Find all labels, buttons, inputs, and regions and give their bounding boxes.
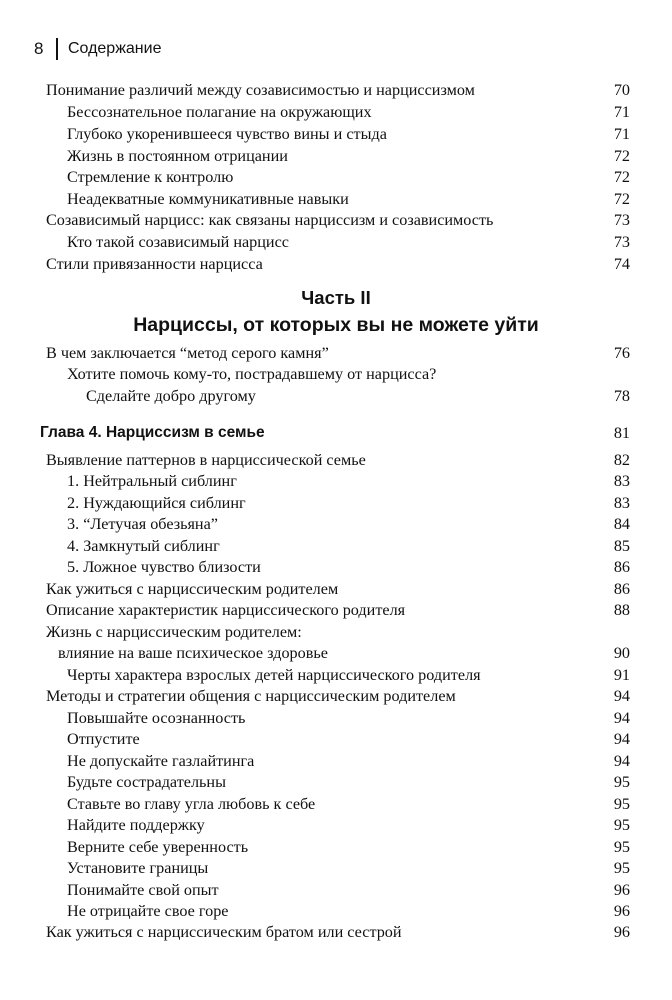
toc-entry <box>67 513 630 535</box>
toc-entry-title: Жизнь в постоянном отрицании <box>67 147 288 165</box>
toc-entry <box>67 879 630 901</box>
toc-entry-title: влияние на ваше психическое здоровье <box>58 644 328 662</box>
toc-entry <box>46 621 630 643</box>
toc-entry-title: Бессознательное полагание на окружающих <box>67 103 372 121</box>
toc-entry <box>46 253 630 275</box>
toc-entry <box>67 166 630 188</box>
toc-entry <box>86 385 630 407</box>
toc-entry-title: Не допускайте газлайтинга <box>67 752 255 770</box>
toc-entry-page: 78 <box>613 387 630 405</box>
toc-entry <box>46 921 630 943</box>
toc-entry <box>67 771 630 793</box>
toc-entry-title: Неадекватные коммуникативные навыки <box>67 190 349 208</box>
toc-entry-title: Описание характеристик нарциссического родителя <box>46 601 406 619</box>
toc-entry-title: Методы и стратегии общения с нарциссическим родителем <box>46 687 456 705</box>
toc-entry <box>67 728 630 750</box>
toc-entry <box>67 750 630 772</box>
toc-entry-page: 72 <box>613 147 630 165</box>
toc-entry-page: 83 <box>613 472 630 490</box>
toc-entry-title: Кто такой созависимый нарцисс <box>67 233 289 251</box>
toc-entry-title: Глубоко укоренившееся чувство вины и стыда <box>67 125 387 143</box>
running-header <box>34 38 161 60</box>
toc-entry <box>67 231 630 253</box>
toc-entry-page: 95 <box>613 859 630 877</box>
toc-entry-page: 96 <box>613 902 630 920</box>
toc-entry <box>58 642 630 664</box>
toc-entry <box>46 685 630 707</box>
toc-entry-page: 71 <box>613 103 630 121</box>
toc-entry-title: Найдите поддержку <box>67 816 205 834</box>
toc-entry-title: Стремление к контролю <box>67 168 234 186</box>
toc-entry-title: Повышайте осознанность <box>67 709 246 727</box>
toc-entry-title: Стили привязанности нарцисса <box>46 255 263 273</box>
toc-entry-page: 71 <box>613 125 630 143</box>
toc-entry-title: 1. Нейтральный сиблинг <box>67 472 237 490</box>
toc-entry <box>67 836 630 858</box>
toc-entry <box>67 145 630 167</box>
toc-entry-page: 73 <box>613 233 630 251</box>
toc-entry-page: 73 <box>613 211 630 229</box>
toc-entry <box>67 363 630 385</box>
toc-entry-page: 83 <box>613 494 630 512</box>
toc-entry <box>67 814 630 836</box>
toc-entry-page: 85 <box>613 537 630 555</box>
toc-entry-title: В чем заключается “метод серого камня” <box>46 344 329 362</box>
toc-entry-title: Понимание различий между созависимостью и нарциссизмом <box>46 81 475 99</box>
toc-entry <box>46 342 630 364</box>
toc-entry <box>67 900 630 922</box>
toc-entry-page: 94 <box>613 730 630 748</box>
toc-entry-title: Созависимый нарцисс: как связаны нарциссизм и созависимость <box>46 211 494 229</box>
toc-entry <box>67 857 630 879</box>
toc-entry-title: Будьте сострадательны <box>67 773 226 791</box>
toc-entry-title: Отпустите <box>67 730 140 748</box>
toc-entry-page: 90 <box>613 644 630 662</box>
toc-entry-page: 95 <box>613 773 630 791</box>
toc-entry <box>46 209 630 231</box>
toc-entry-title: Установите границы <box>67 859 209 877</box>
toc-entry-page: 94 <box>613 687 630 705</box>
toc-entry-page: 95 <box>613 795 630 813</box>
toc-entry-page: 81 <box>613 424 630 442</box>
toc-entry-page: 86 <box>613 558 630 576</box>
toc-entry-title: Черты характера взрослых детей нарциссического родителя <box>67 666 481 684</box>
toc-entry-page: 76 <box>613 344 630 362</box>
toc-entry-title: Не отрицайте свое горе <box>67 902 229 920</box>
toc-entry-page: 86 <box>613 580 630 598</box>
toc-entry-page: 72 <box>613 190 630 208</box>
toc-entry <box>67 793 630 815</box>
toc-entry <box>46 449 630 471</box>
toc-entry <box>67 101 630 123</box>
toc-entry-page: 74 <box>613 255 630 273</box>
toc-entry-title: Жизнь с нарциссическим родителем: <box>46 623 302 641</box>
toc-entry-title: Как ужиться с нарциссическим братом или сестрой <box>46 923 402 941</box>
toc-chapter <box>40 422 630 444</box>
toc-entry-page: 91 <box>613 666 630 684</box>
part-subtitle: Нарциссы, от которых вы не можете уйти <box>133 314 539 336</box>
toc-entry-title: 2. Нуждающийся сиблинг <box>67 494 246 512</box>
toc-entry-title: Ставьте во главу угла любовь к себе <box>67 795 316 813</box>
toc-entry <box>67 535 630 557</box>
toc-entry <box>46 79 630 101</box>
toc-entry-page: 84 <box>613 515 630 533</box>
toc-entry-page: 88 <box>613 601 630 619</box>
toc-entry-page: 72 <box>613 168 630 186</box>
toc-entry <box>67 492 630 514</box>
toc-entry-page: 82 <box>613 451 630 469</box>
toc-entry-page: 95 <box>613 838 630 856</box>
toc-entry-page: 70 <box>613 81 630 99</box>
toc-chapter-title: Глава 4. Нарциссизм в семье <box>40 424 265 441</box>
toc-entry-page: 96 <box>613 923 630 941</box>
toc-entry-page: 95 <box>613 816 630 834</box>
toc-entry-page: 94 <box>613 752 630 770</box>
toc-entry-title: 5. Ложное чувство близости <box>67 558 261 576</box>
toc-entry <box>67 664 630 686</box>
toc-entry-title: Понимайте свой опыт <box>67 881 219 899</box>
toc-entry <box>67 123 630 145</box>
toc-entry <box>46 578 630 600</box>
part-heading: Часть II <box>301 287 371 308</box>
section-title: Содержание <box>67 40 162 57</box>
toc-entry-title: 4. Замкнутый сиблинг <box>67 537 220 555</box>
toc-entry-title: Хотите помочь кому-то, пострадавшему от нарцисса? <box>67 365 437 383</box>
toc-entry-title: 3. “Летучая обезьяна” <box>67 515 218 533</box>
page-number: 8 <box>34 39 44 58</box>
toc-entry <box>67 556 630 578</box>
toc-entry <box>46 599 630 621</box>
toc-entry-page: 94 <box>613 709 630 727</box>
toc-entry-title: Выявление паттернов в нарциссической семье <box>46 451 366 469</box>
toc-entry-title: Сделайте добро другому <box>86 387 256 405</box>
toc-entry-title: Верните себе уверенность <box>67 838 249 856</box>
toc-entry <box>67 707 630 729</box>
toc-entry <box>67 470 630 492</box>
toc-entry <box>67 188 630 210</box>
header-divider <box>56 38 58 60</box>
toc-entry-title: Как ужиться с нарциссическим родителем <box>46 580 339 598</box>
toc-entry-page: 96 <box>613 881 630 899</box>
